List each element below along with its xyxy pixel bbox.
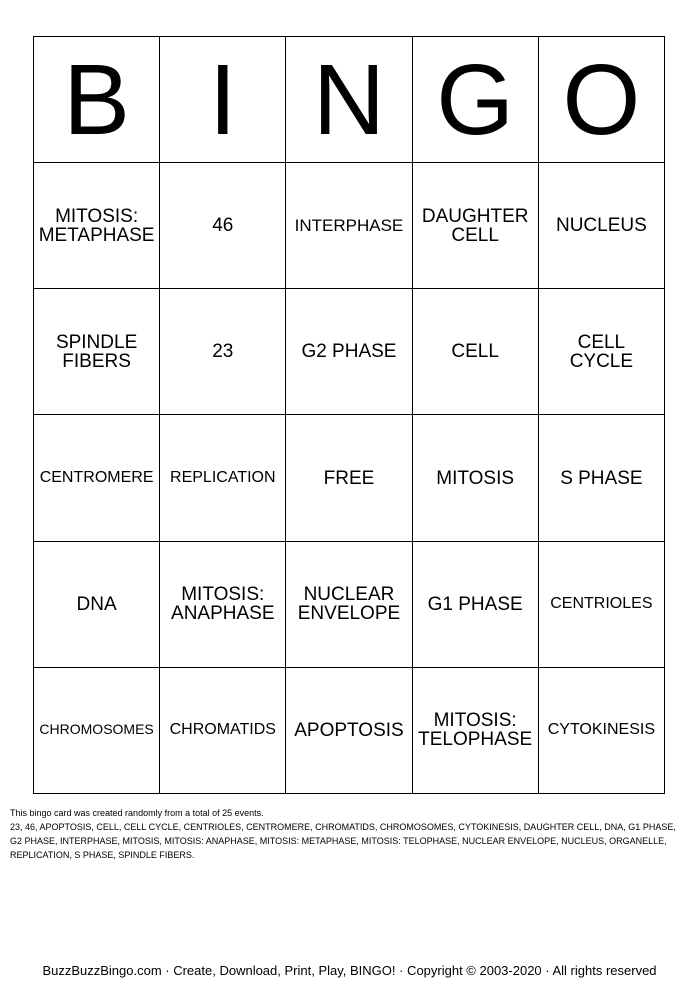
- bingo-cell[interactable]: [538, 415, 664, 541]
- bingo-cell[interactable]: [160, 415, 286, 541]
- bingo-cell[interactable]: [286, 163, 412, 289]
- header-letter-n: N: [286, 37, 412, 163]
- bingo-row: [34, 415, 665, 541]
- bingo-cell-label: DAUGHTER CELL: [421, 205, 529, 246]
- bingo-cell[interactable]: [538, 541, 664, 667]
- bingo-cell-label: INTERPHASE: [294, 215, 404, 235]
- bingo-cell-label: 23: [212, 341, 234, 363]
- bingo-cell[interactable]: [286, 289, 412, 415]
- bingo-cell-label: FREE: [323, 467, 375, 489]
- bingo-cell-label: SPINDLE FIBERS: [55, 331, 138, 372]
- bingo-cell-label: CENTRIOLES: [550, 595, 653, 613]
- bingo-row: [34, 541, 665, 667]
- bingo-cell[interactable]: [160, 667, 286, 793]
- bingo-cell[interactable]: [412, 415, 538, 541]
- bingo-cell-label: MITOSIS: METAPHASE: [38, 205, 155, 246]
- bingo-cell[interactable]: [412, 163, 538, 289]
- bingo-row: [34, 163, 665, 289]
- bingo-cell[interactable]: [286, 541, 412, 667]
- bingo-cell-label: CHROMOSOMES: [39, 721, 154, 738]
- bingo-cell-label: CENTROMERE: [39, 469, 154, 487]
- bingo-cell-label: 46: [212, 215, 234, 237]
- bingo-cell-label: G2 PHASE: [301, 341, 397, 363]
- bingo-row: [34, 289, 665, 415]
- bingo-cell[interactable]: [160, 163, 286, 289]
- bingo-grid: [34, 163, 665, 794]
- bingo-cell-label: NUCLEAR ENVELOPE: [297, 584, 401, 625]
- bingo-cell-label: MITOSIS: ANAPHASE: [171, 584, 275, 625]
- card-notes: [10, 806, 682, 862]
- bingo-cell-label: REPLICATION: [170, 469, 276, 487]
- bingo-cell-label: CELL: [451, 341, 499, 363]
- bingo-cell-label: CYTOKINESIS: [547, 721, 656, 739]
- header-letter-o: O: [538, 37, 664, 163]
- bingo-cell-label: APOPTOSIS: [294, 719, 404, 741]
- bingo-cell[interactable]: [538, 667, 664, 793]
- page-footer: BuzzBuzzBingo.com · Create, Download, Print, Play, BINGO! · Copyright © 2003-2020 · All rights reserved: [42, 963, 657, 978]
- bingo-cell[interactable]: [160, 289, 286, 415]
- bingo-cell[interactable]: [286, 667, 412, 793]
- bingo-cell-label: DNA: [76, 593, 117, 615]
- bingo-cell-label: NUCLEUS: [555, 215, 647, 237]
- header-letter-g: G: [412, 37, 538, 163]
- bingo-cell[interactable]: [412, 289, 538, 415]
- bingo-cell[interactable]: [538, 163, 664, 289]
- bingo-cell[interactable]: [34, 541, 160, 667]
- bingo-cell[interactable]: [412, 541, 538, 667]
- bingo-cell-label: CHROMATIDS: [169, 721, 276, 739]
- bingo-cell-label: CELL CYCLE: [569, 331, 634, 372]
- bingo-cell-label: MITOSIS: TELOPHASE: [418, 710, 533, 751]
- bingo-cell-label: MITOSIS: [436, 467, 515, 489]
- bingo-header-row: [34, 37, 665, 163]
- bingo-cell[interactable]: [34, 163, 160, 289]
- bingo-cell[interactable]: [538, 289, 664, 415]
- bingo-cell[interactable]: [34, 667, 160, 793]
- bingo-cell[interactable]: [286, 415, 412, 541]
- header-letter-b: B: [34, 37, 160, 163]
- bingo-cell[interactable]: [160, 541, 286, 667]
- bingo-row: [34, 667, 665, 793]
- bingo-cell[interactable]: [34, 289, 160, 415]
- header-letter-i: I: [160, 37, 286, 163]
- bingo-cell-label: S PHASE: [560, 467, 643, 489]
- notes-intro: This bingo card was created randomly from a total of 25 events.: [10, 808, 264, 818]
- notes-event-list: 23, 46, APOPTOSIS, CELL, CELL CYCLE, CENTRIOLES, CENTROMERE, CHROMATIDS, CHROMOSOMES, CYTOKINESIS, DAUGHTER CELL, DNA, G1 PHASE, G2 PHASE, INTERPHASE, MITOSIS, MITOSIS: ANAPHASE, MITOSIS: METAPHASE, MITOSIS: TELOPHASE, NUCLEAR ENVELOPE, NUCLEUS, ORGANELLE, REPLICATION, S PHASE, SPINDLE FIBERS.: [10, 822, 676, 860]
- bingo-cell-label: G1 PHASE: [427, 593, 523, 615]
- bingo-cell[interactable]: [412, 667, 538, 793]
- bingo-card: [33, 36, 665, 794]
- bingo-cell[interactable]: [34, 415, 160, 541]
